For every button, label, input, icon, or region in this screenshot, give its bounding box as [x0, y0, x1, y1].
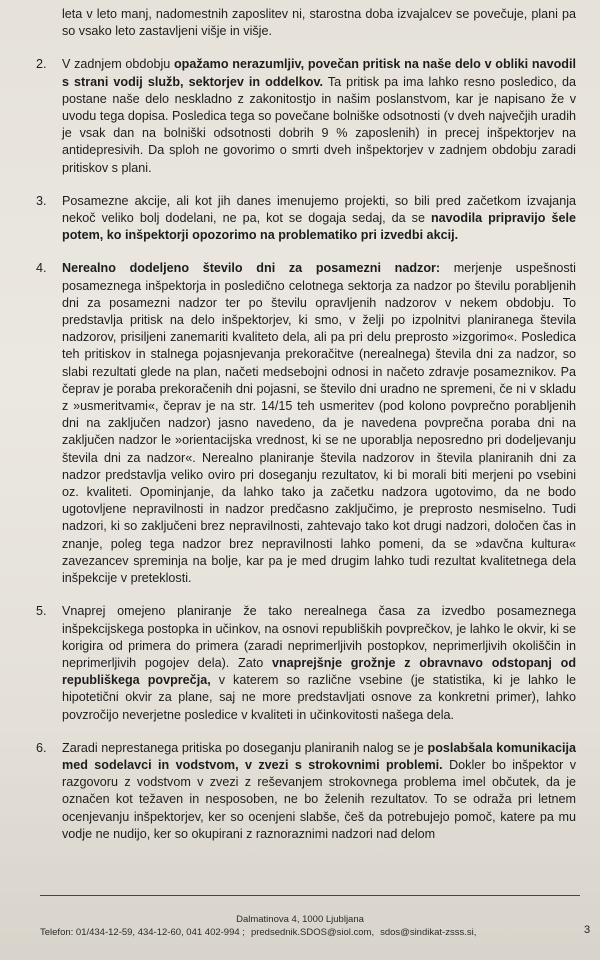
footer-email-union[interactable]: sdos@sindikat-zsss.si,	[380, 927, 477, 938]
item-number: 3.	[36, 193, 47, 208]
item-number: 6.	[36, 740, 47, 755]
footer-phone: Telefon: 01/434-12-59, 434-12-60, 041 402-994 ;	[40, 927, 245, 938]
item-number: 2.	[36, 57, 47, 72]
footer-contacts	[40, 927, 580, 938]
item-number: 5.	[36, 604, 47, 619]
list-item-2: 2. V zadnjem obdobju opažamo nerazumljiv, povečan pritisk na naše delo v obliki navodil s strani vodij služb, sektorjev in oddelkov. Ta pritisk pa ima lahko resno posledico, da postane naše delo neskladno z zakonitostjo in našim poslanstvom, kar je napisano že v uvodu tega dopisa. Posledica tega so povečane bolniške odsotnosti (v dveh največjih uradih je vsak dan na bolniški odsotnosti dobrih 9 % zaposlenih) in precej inšpektorjev na antidepresivih. Da sploh ne govorimo o smrti dveh inšpektorjev v zadnjem obdobju zaradi pritiskov s plani.	[36, 57, 576, 175]
page-number: 3	[584, 924, 591, 936]
item-number: 4.	[36, 261, 47, 276]
footer-address: Dalmatinova 4, 1000 Ljubljana	[236, 914, 364, 925]
footer-email-president[interactable]: predsednik.SDOS@siol.com,	[250, 927, 375, 938]
paragraph-continuation: leta v leto manj, nadomestnih zaposlitev ni, starostna doba izvajalcev se povečuje, plani pa so vsako leto zastavljeni višje in višje.	[62, 7, 576, 39]
footer-divider	[40, 895, 580, 896]
list-item-5: 5. Vnaprej omejeno planiranje že tako nerealnega časa za izvedbo posameznega inšpekcijskega postopka in učinkov, na osnovi republiških povprečkov, je lahko le okvir, ki se korigira od primera do primera (zaradi neprimerljivih postopkov, neprimerljivih okoliščin in neprimerljivih pogojev dela). Zato vnaprejšnje grožnje z obravnavo odstopanj od republiškega povprečja, v katerem so različne vsebine (je statistika, ki je lahko le hipotetični okvir za plane, saj ne more predstavljati osnove za konkretni primer), lahko povzročijo neverjetne posledice v kvaliteti in učinkovitosti našega dela.	[36, 604, 577, 722]
page-content	[36, 6, 577, 843]
list-item-4: 4. Nerealno dodeljeno število dni za posamezni nadzor: merjenje uspešnosti posameznega inšpektorja in posledično celotnega sektorja za nadzor po številu porabljenih dni za posamezni nadzor ter po številu opravljenih nadzorov v nekem obdobju. To predstavlja pritisk na delo inšpektorjev, ki smo, v želji po izpolnitvi planiranega števila nadzorov, prisiljeni zanemariti kvaliteto dela, ali pa pri delu preprosto »izgorimo«. Posledica teh pritiskov in stalnega pojasnjevanja prekoračitve (nerealnega) števila dni za nadzor, so slabi rezultati glede na plan, načeti medsebojni odnosi in načeto zdravje posameznikov. Pa čeprav je poraba prekoračenih dni pojasni, se število dni uradno ne spremeni, če ni v skladu z »usmeritvami«, čeprav je na str. 14/15 teh usmeritev (pod kolono povprečno porabljenih dni na zaključen nadzor) jasno navedeno, da je navedena povprečna poraba dni na zaključen nadzor le »orientacijska vrednost, ki se ne uporablja neposredno pri dodeljevanju števila dni za nadzor«. Nerealno planiranje števila nadzorov in števila planiranih dni za nadzor predstavlja veliko oviro pri doseganju rezultatov, ki bi morali biti merjeni po vsebini oz. kvaliteti. Opominjanje, da lahko tako ja začetku nadzora ugotovimo, da ne bodo ugotovljene nepravilnosti in nadzor predčasno zaključimo, je preprosto nesmiselno. Tudi nadzori, ki so zaključeni brez nepravilnosti, zahtevajo tako kot drugi nadzori, določen čas in znanje, poleg tega nadzor brez nepravilnosti lahko pomeni, da se »davčna kultura« zavezancev spreminja na bolje, kar pa je med drugim lahko tudi rezultat kvalitetnega dela inšpekcije v preteklosti.	[36, 261, 576, 586]
list-item-3: 3. Posamezne akcije, ali kot jih danes imenujemo projekti, so bili pred začetkom izvajanja nekoč veliko bolj dodelani, ne pa, kot se dogaja sedaj, da se navodila pripravijo šele potem, ko inšpektorji opozorimo na problematiko pri izvedbi akcij.	[36, 193, 576, 243]
list-item-6: 6. Zaradi neprestanega pritiska po doseganju planiranih nalog se je poslabšala komunikacija med sodelavci in vodstvom, v zvezi s strokovnimi problemi. Dokler bo inšpektor v razgovoru z vodstvom v zvezi z reševanjem strokovnega problema imel občutek, da je označen kot težaven in nesposoben, ne bo želenih rezultatov. To se odraža pri letnem ocenjevanju inšpektorjev, ker so ocenjeni slabše, češ da potrebujejo pomoč, katere pa mu vodje ne nudijo, ker so okupirani z raznoraznimi nadzori nad delom	[36, 740, 577, 841]
page-footer	[40, 895, 580, 938]
